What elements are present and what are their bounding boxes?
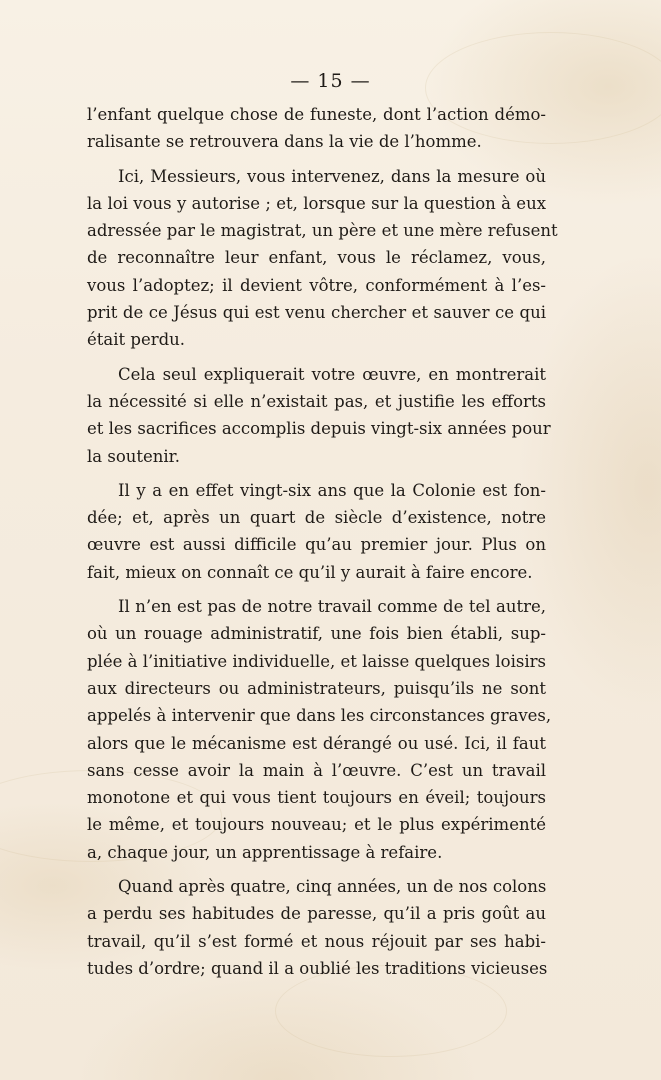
page-number-header: — 15 — (290, 70, 371, 92)
text-line: Il n’en est pas de notre travail comme de tel autre, (118, 597, 546, 617)
text-line: sans cesse avoir la main à l’œuvre. C’est un travail (87, 760, 546, 780)
text-line: tudes d’ordre; quand il a oublié les traditions vicieuses (87, 958, 548, 978)
text-line: Il y a en effet vingt-six ans que la Colonie est fon- (118, 480, 546, 500)
text-line: œuvre est aussi difficile qu’au premier jour. Plus on (87, 535, 546, 555)
text-line: où un rouage administratif, une fois bien établi, sup- (87, 624, 546, 644)
text-line: fait, mieux on connaît ce qu’il y aurait à faire encore. (87, 562, 533, 582)
text-line: Cela seul expliquerait votre œuvre, en montrerait (118, 364, 546, 384)
text-line: de reconnaître leur enfant, vous le réclamez, vous, (87, 248, 546, 268)
text-line: l’enfant quelque chose de funeste, dont l’action démo- (87, 105, 546, 124)
text-line: aux directeurs ou administrateurs, puisqu’ils ne sont (87, 678, 546, 698)
text-line: appelés à intervenir que dans les circonstances graves, (87, 706, 552, 726)
text-line: monotone et qui vous tient toujours en éveil; toujours (87, 788, 546, 808)
text-line: ralisante se retrouvera dans la vie de l’homme. (87, 132, 482, 152)
text-line: plée à l’initiative individuelle, et laisse quelques loisirs (87, 651, 546, 671)
paragraph-4 (87, 477, 546, 586)
text-line: alors que le mécanisme est dérangé ou usé. Ici, il faut (87, 733, 546, 753)
text-line: dée; et, après un quart de siècle d’existence, notre (87, 508, 546, 528)
text-line: travail, qu’il s’est formé et nous réjouit par ses habi- (87, 931, 546, 951)
text-line: la nécessité si elle n’existait pas, et justifie les efforts (87, 391, 546, 411)
text-line: a perdu ses habitudes de paresse, qu’il a pris goût au (87, 904, 546, 924)
text-line: a, chaque jour, un apprentissage à refaire. (87, 842, 443, 862)
paragraph-1 (87, 101, 546, 156)
page-text (87, 101, 558, 982)
text-line: Quand après quatre, cinq années, un de nos colons (118, 877, 547, 897)
text-line: Ici, Messieurs, vous intervenez, dans la mesure où (118, 166, 546, 186)
text-line: et les sacrifices accomplis depuis vingt-six années pour (87, 419, 551, 439)
text-line: le même, et toujours nouveau; et le plus expérimenté (87, 815, 546, 835)
paragraph-3 (87, 361, 551, 470)
text-line: la loi vous y autorise ; et, lorsque sur la question à eux (87, 193, 546, 213)
text-line: la soutenir. (87, 446, 181, 466)
text-line: adressée par le magistrat, un père et une mère refusent (87, 221, 558, 241)
paragraph-5 (87, 593, 552, 866)
paragraph-6 (87, 873, 546, 982)
text-line: vous l’adoptez; il devient vôtre, conformément à l’es- (87, 275, 546, 295)
text-line: était perdu. (87, 330, 186, 350)
text-line: prit de ce Jésus qui est venu chercher et sauver ce qui (87, 303, 546, 323)
paragraph-2 (87, 163, 558, 354)
